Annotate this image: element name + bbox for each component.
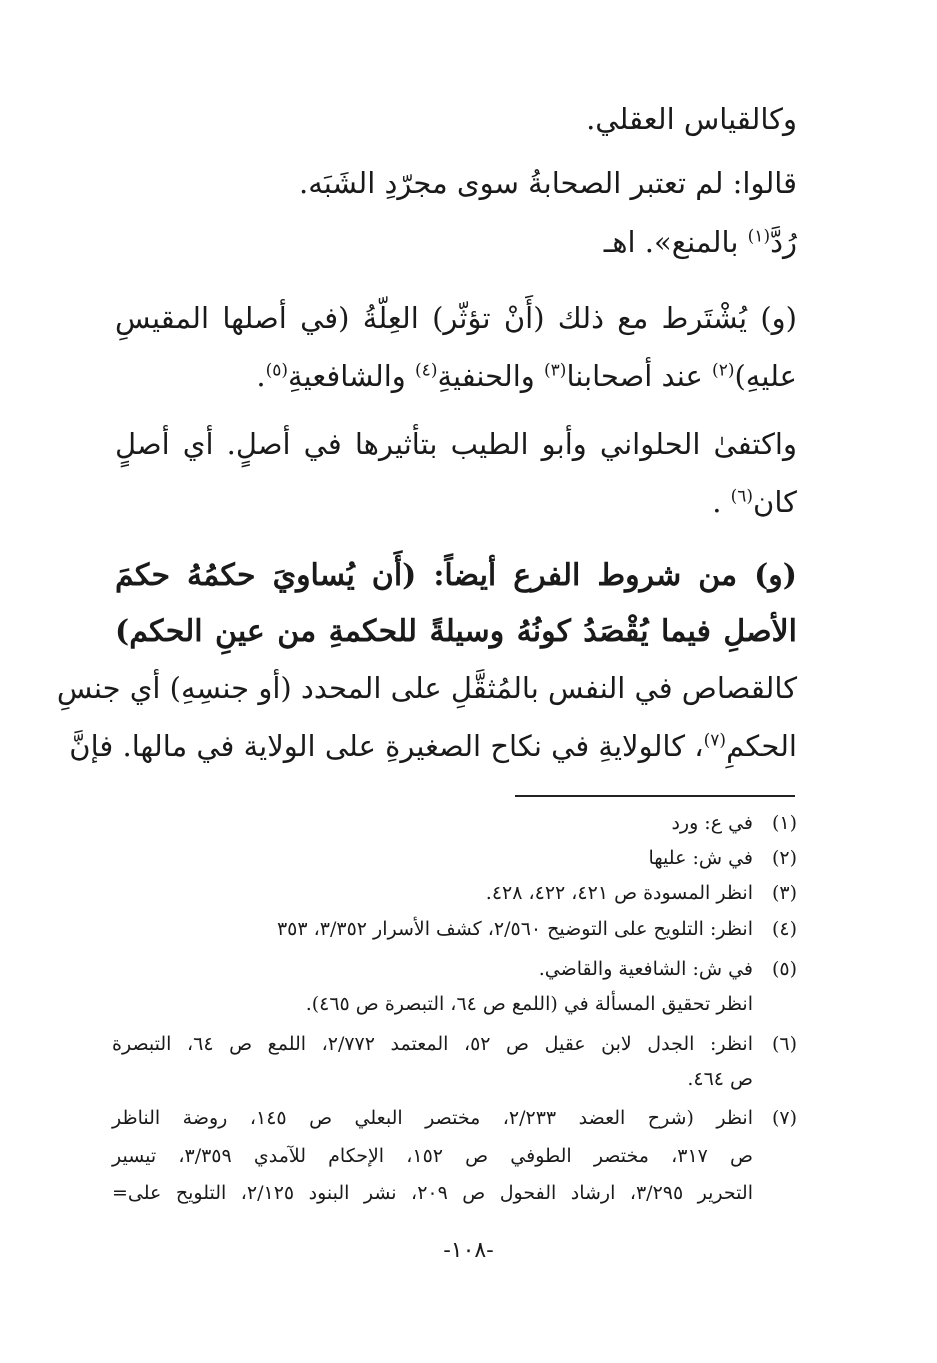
text-line: عليهِ)$^{(٢)}$ عند أصحابنا$^{(٣)}$ والحنفيةِ$^{(٤)}$ والشافعيةِ$^{(٥)}$.	[256, 359, 797, 393]
text-line: قالوا: لم تعتبر الصحابةُ سوى مجرّدِ الشَبَه.	[299, 166, 797, 200]
page-number: -١٠٨-	[443, 1238, 494, 1263]
text-line: كالقصاص في النفس بالمُثقَّلِ على المحدد (أو جنسِهِ) أي جنسِ	[56, 671, 797, 705]
footnote-mark: (٢)	[712, 360, 735, 381]
footnote-continuation: ص ٣١٧، مختصر الطوفي ص ١٥٢، الإحكام للآمدي ٣/٣٥٩، تيسير	[112, 1145, 753, 1167]
footnote-continuation: التحرير ٣/٢٩٥، ارشاد الفحول ص ٢٠٩، نشر البنود ٢/١٢٥، التلويح على=	[112, 1182, 753, 1204]
footnote: (٢)في ش: عليها	[648, 847, 797, 869]
footnote: (٥)في ش: الشافعية والقاضي.	[538, 958, 797, 980]
footnote: (٤)انظر: التلويح على التوضيح ٢/٥٦٠، كشف الأسرار ٣/٣٥٢، ٣٥٣	[276, 918, 797, 940]
footnote-mark: (٧)	[703, 730, 727, 751]
footnote: (٦)انظر: الجدل لابن عقيل ص ٥٢، المعتمد ٢/٧٧٢، اللمع ص ٦٤، التبصرة	[112, 1033, 797, 1055]
footnote-continuation: ص ٤٦٤.	[687, 1068, 753, 1090]
text-line: كان$^{(٦)}$ .	[712, 485, 797, 519]
footnote-continuation: انظر تحقيق المسألة في (اللمع ص ٦٤، التبصرة ص ٤٦٥).	[305, 993, 753, 1015]
text-line: الأصلِ فيما يُقْصَدُ كونُهُ وسيلةً للحكمةِ من عينِ الحكم)	[115, 614, 797, 649]
footnote-mark: (٦)	[730, 486, 754, 507]
text-line: رُدَّ$^{(١)}$ بالمنع». اهـ	[603, 225, 797, 259]
footnote-mark: (١)	[747, 226, 771, 247]
footnote-mark: (٤)	[415, 360, 438, 381]
footnote-mark: (٥)	[265, 360, 289, 381]
text-line: (و) من شروط الفرع أيضاً: (أَن يُساويَ حكمُهُ حكمَ	[115, 558, 797, 593]
footnote: (٣)انظر المسودة ص ٤٢١، ٤٢٢، ٤٢٨.	[485, 882, 797, 904]
footnote: (١)في ع: ورد	[671, 812, 797, 834]
footnote: (٧)انظر (شرح العضد ٢/٢٣٣، مختصر البعلي ص ١٤٥، روضة الناظر	[112, 1107, 798, 1129]
text-line: واكتفىٰ الحلواني وأبو الطيب بتأثيرها في أصلٍ. أي أصلٍ	[115, 427, 797, 461]
footnote-mark: (٣)	[544, 360, 567, 381]
text-line: الحكمِ$^{(٧)}$، كالولايةِ في نكاح الصغيرةِ على الولاية في مالها. فإنَّ	[69, 729, 797, 763]
text-line: وكالقياس العقلي.	[586, 102, 797, 136]
text-line: (و) يُشْتَرط مع ذلك (أَنْ تؤثّر) العِلّةُ (في أصلها المقيسِ	[115, 301, 797, 335]
footnote-separator	[515, 795, 795, 797]
